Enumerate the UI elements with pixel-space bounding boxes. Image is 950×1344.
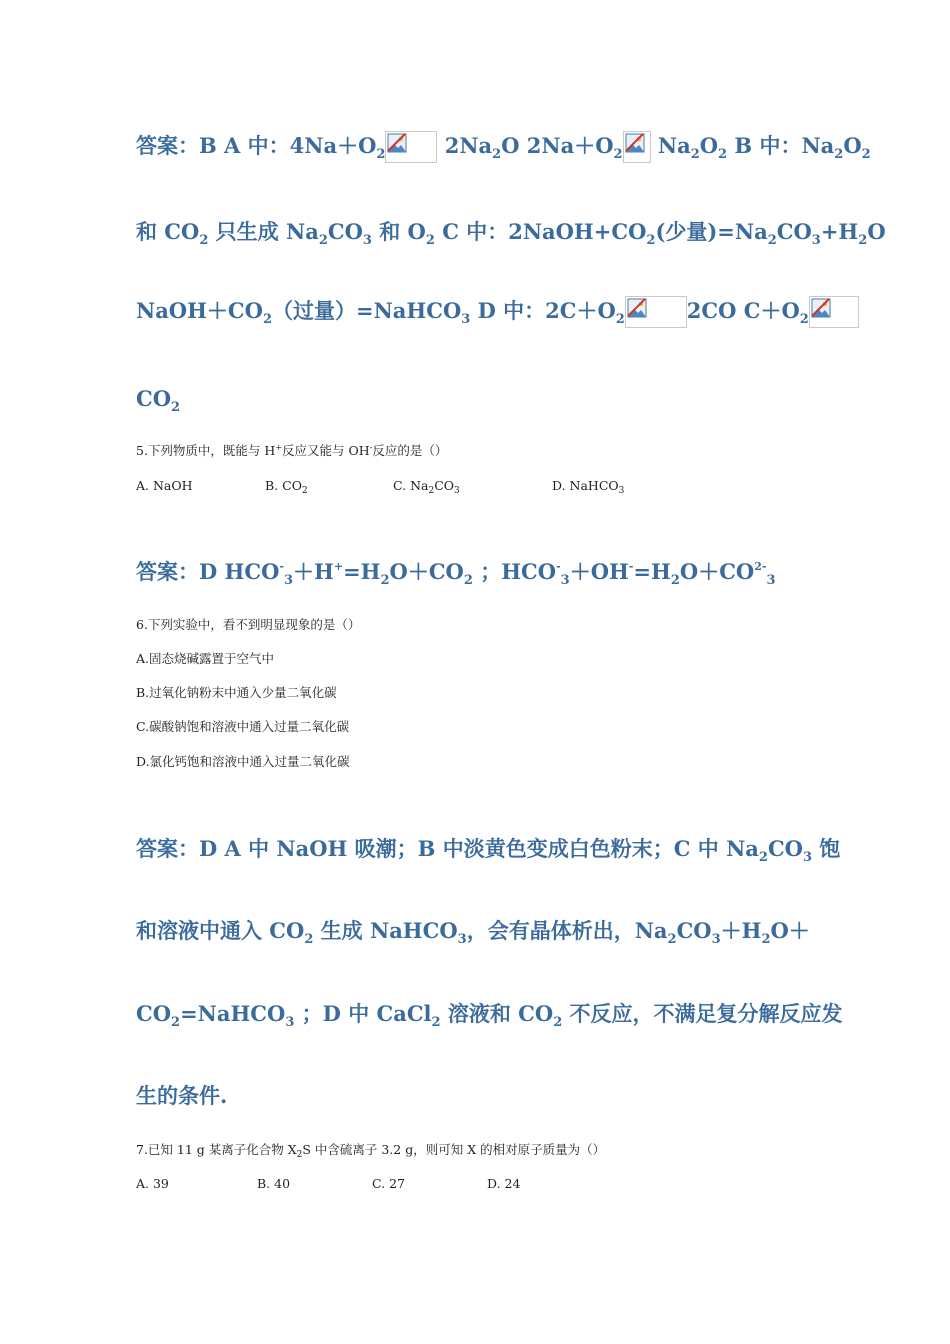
question-5-stem: 5.下列物质中，既能与 H+反应又能与 OH-反应的是（） xyxy=(136,443,448,458)
option-a[interactable]: A.固态烧碱露置于空气中 xyxy=(136,651,275,666)
question-7-options xyxy=(136,1178,736,1194)
question-5-options xyxy=(136,480,836,496)
option-a[interactable]: A. NaOH xyxy=(136,478,193,493)
option-c[interactable]: C.碳酸钠饱和溶液中通入过量二氧化碳 xyxy=(136,719,350,734)
option-d[interactable]: D. 24 xyxy=(487,1176,521,1191)
option-a[interactable]: A. 39 xyxy=(136,1176,169,1191)
broken-image-icon xyxy=(625,296,687,328)
answer-6-line-3: $CO_2=NaHCO_3$ ；D 中 CaCl$_2$ 溶液和 $CO_2$ 不反应，不满足复分解反应发 xyxy=(136,1001,843,1030)
answer-4-line-1: 答案：B A 中：$4Na+O_2$ $2Na_2O$ $2Na+O_2$ $Na_2O_2$ B 中：$Na_2O_2$ xyxy=(136,133,871,162)
answer-4-line-2: 和 $CO_2$ 只生成 $Na_2CO_3$ 和 $O_2$ C 中：$2NaOH+CO_2$(少量)$=Na_2CO_3+H_2O$ xyxy=(136,219,886,248)
broken-image-icon xyxy=(809,296,859,328)
option-b[interactable]: B. $CO_2$ xyxy=(265,478,308,496)
answer-6-line-1: 答案：D A 中 NaOH 吸潮；B 中淡黄色变成白色粉末；C 中 $Na_2CO_3$ 饱 xyxy=(136,836,841,865)
answer-6-line-4: 生的条件. xyxy=(136,1083,228,1108)
option-d[interactable]: D.氯化钙饱和溶液中通入过量二氧化碳 xyxy=(136,754,350,769)
question-6-stem: 6.下列实验中，看不到明显现象的是（） xyxy=(136,617,361,632)
answer-6-line-2: 和溶液中通入 $CO_2$ 生成 NaHCO$_3$，会有晶体析出，$Na_2CO_3+H_2O+$ xyxy=(136,918,810,947)
option-c[interactable]: C. 27 xyxy=(372,1176,405,1191)
broken-image-icon xyxy=(623,131,651,163)
answer-4-line-4: $CO_2$ xyxy=(136,386,181,415)
answer-4-line-3: $NaOH+CO_2$（过量）=NaHCO$_3$ D 中：$2C+O_2$ 2CO $C+O_2$ xyxy=(136,296,859,328)
option-b[interactable]: B.过氧化钠粉末中通入少量二氧化碳 xyxy=(136,685,337,700)
question-7-stem: 7.已知 11 g 某离子化合物 $X_2S$ 中含硫离子 3.2 g，则可知 X 的相对原子质量为（） xyxy=(136,1142,606,1160)
answer-5: 答案：D $HCO^-_3+H^+=H_2O+CO_2$ ；$HCO^-_3+OH^-=H_2O+CO^{2-}_3$ xyxy=(136,559,776,588)
option-b[interactable]: B. 40 xyxy=(257,1176,291,1191)
option-c[interactable]: C. $Na_2CO_3$ xyxy=(393,478,460,496)
broken-image-icon xyxy=(385,131,437,163)
option-d[interactable]: D. NaHCO$_3$ xyxy=(552,478,625,496)
